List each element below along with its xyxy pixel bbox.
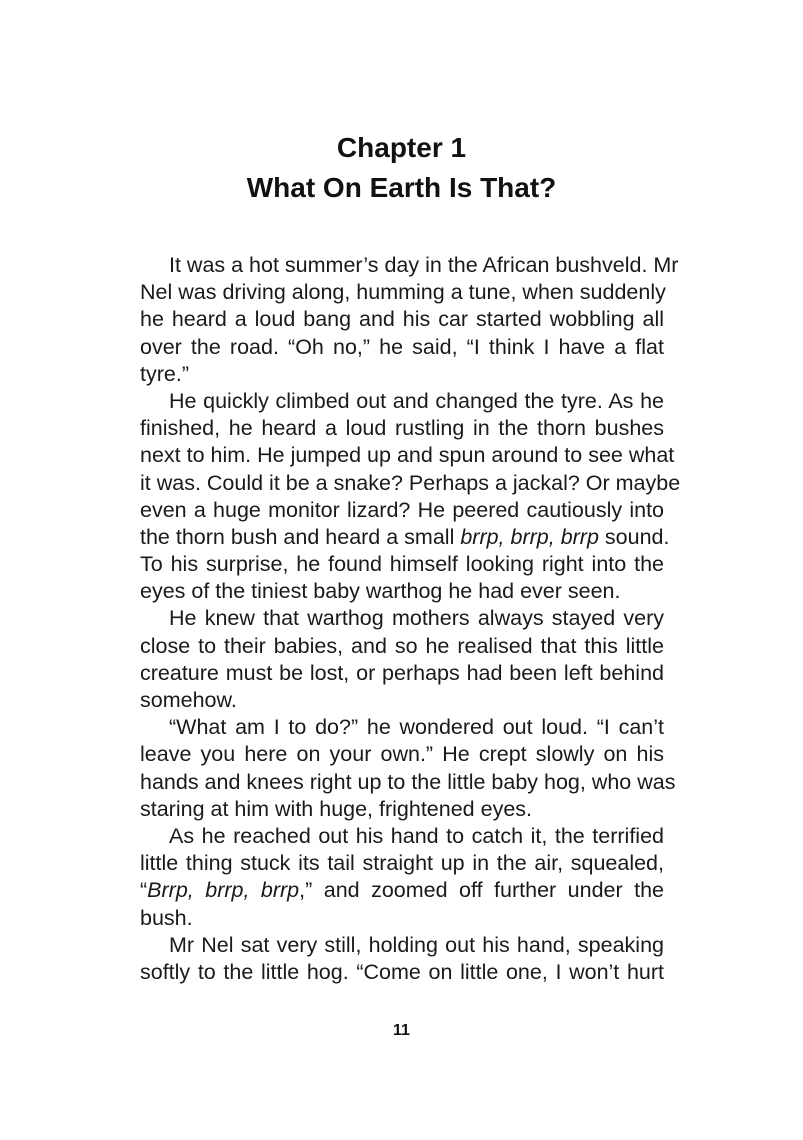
chapter-heading	[0, 128, 803, 208]
text-line: little thing stuck its tail straight up in the air, squealed,	[140, 851, 664, 876]
text-line: softly to the little hog. “Come on little one, I won’t hurt	[140, 959, 664, 984]
text-line: It was a hot summer’s day in the African bushveld. Mr	[169, 253, 679, 277]
text-line: it was. Could it be a snake? Perhaps a jackal? Or maybe	[140, 470, 681, 495]
text-line: As he reached out his hand to catch it, the terrified	[169, 823, 664, 848]
text-line: He knew that warthog mothers always stayed very	[169, 606, 664, 631]
text-line: even a huge monitor lizard? He peered cautiously into	[140, 497, 664, 522]
text-line: tyre.”	[140, 361, 189, 386]
body-text	[140, 252, 681, 986]
page-number: 11	[393, 1022, 410, 1039]
text-line: hands and knees right up to the little baby hog, who was	[140, 769, 676, 794]
text-line: “Brrp, brrp, brrp,” and zoomed off further under the	[140, 878, 664, 903]
text-line: he heard a loud bang and his car started wobbling all	[140, 307, 664, 332]
text-line: leave you here on your own.” He crept slowly on his	[140, 742, 664, 767]
text-line: close to their babies, and so he realised that this little	[140, 633, 664, 658]
text-line: “What am I to do?” he wondered out loud. “I can’t	[169, 715, 664, 740]
text-line: over the road. “Oh no,” he said, “I think I have a flat	[140, 334, 664, 359]
chapter-number: Chapter 1	[336, 132, 467, 163]
text-line: Nel was driving along, humming a tune, when suddenly	[140, 280, 666, 305]
text-line: finished, he heard a loud rustling in the thorn bushes	[140, 416, 664, 441]
text-line: next to him. He jumped up and spun around to see what	[140, 443, 675, 468]
text-line: bush.	[140, 905, 193, 930]
text-line: He quickly climbed out and changed the tyre. As he	[169, 388, 664, 413]
text-line: staring at him with huge, frightened eyes.	[140, 796, 532, 821]
text-line: Mr Nel sat very still, holding out his hand, speaking	[169, 932, 664, 957]
chapter-title: What On Earth Is That?	[246, 172, 557, 203]
text-line: To his surprise, he found himself looking right into the	[140, 552, 664, 577]
text-line: somehow.	[140, 688, 237, 712]
text-line: creature must be lost, or perhaps had been left behind	[140, 660, 664, 685]
text-line: eyes of the tiniest baby warthog he had ever seen.	[140, 579, 621, 604]
text-line: the thorn bush and heard a small brrp, brrp, brrp sound.	[140, 524, 670, 549]
